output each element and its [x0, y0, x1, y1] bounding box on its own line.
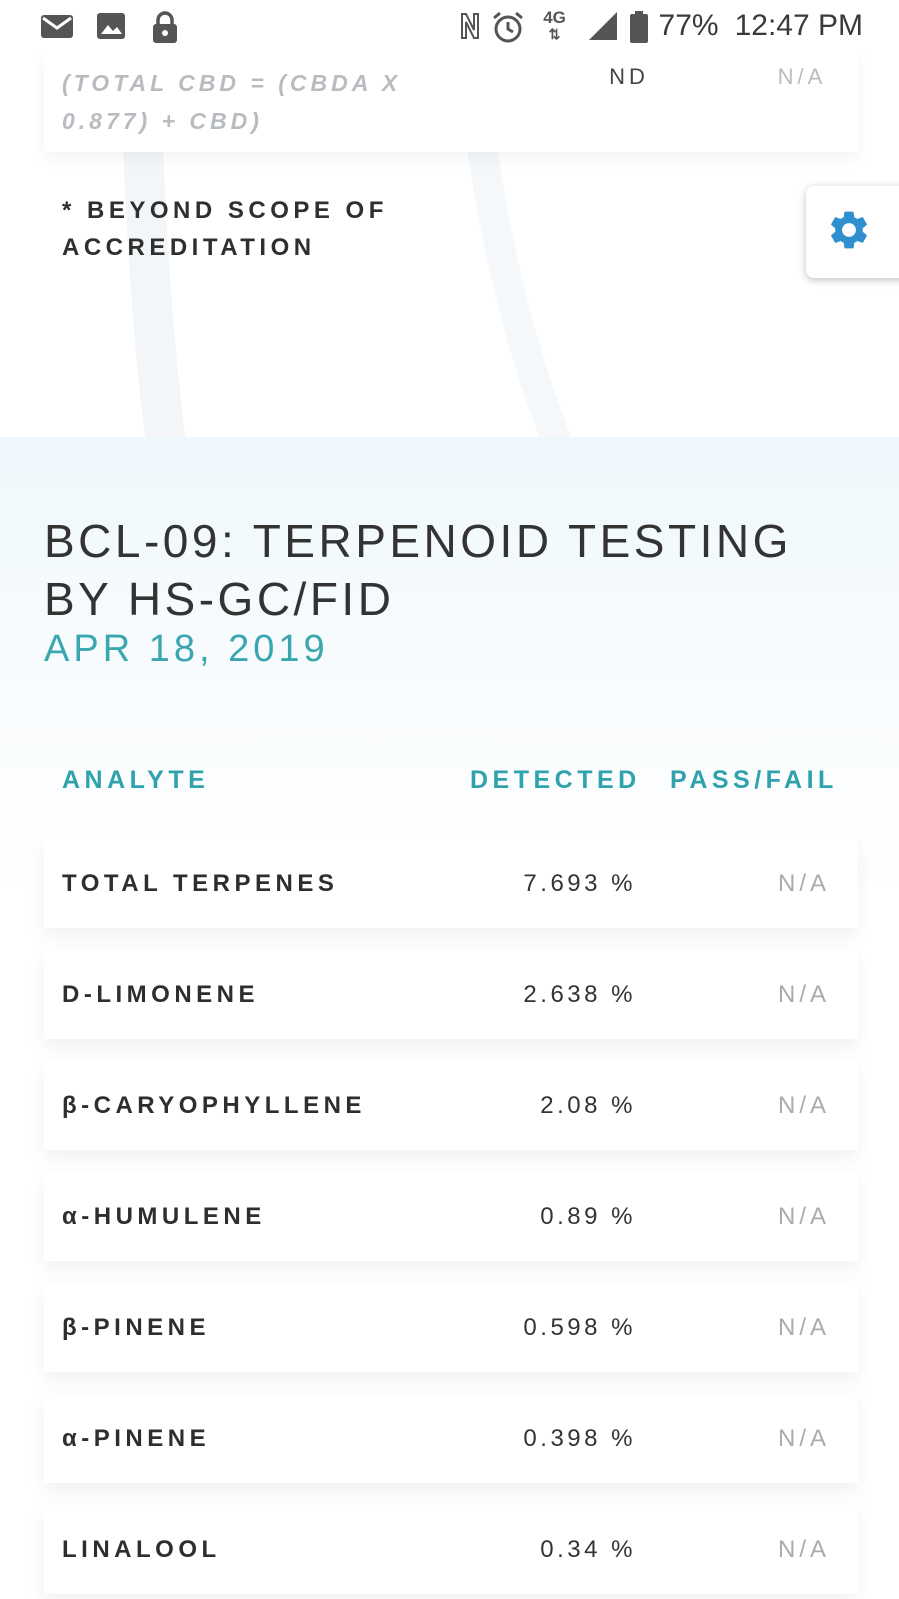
cannabinoid-row-total-cbd	[44, 52, 858, 152]
section-date: APR 18, 2019	[44, 628, 329, 670]
detected-value: 0.34 %	[540, 1536, 636, 1563]
mail-icon	[40, 10, 74, 42]
detected-value: 2.08 %	[540, 1092, 636, 1119]
analyte-name: LINALOOL	[62, 1536, 221, 1563]
pass-fail-value: N/A	[777, 1203, 830, 1230]
table-row	[44, 1172, 858, 1261]
image-icon	[94, 10, 128, 42]
pass-fail-value: N/A	[777, 1536, 830, 1563]
detected-value: 2.638 %	[523, 981, 636, 1008]
status-bar	[0, 0, 899, 52]
analyte-name: β-CARYOPHYLLENE	[62, 1092, 366, 1119]
pass-fail-value: N/A	[777, 1092, 830, 1119]
detected-value: 0.398 %	[523, 1425, 636, 1452]
pass-fail-value: N/A	[777, 981, 830, 1008]
analyte-name: β-PINENE	[62, 1314, 210, 1341]
section-title: BCL-09: TERPENOID TESTING BY HS-GC/FID	[44, 515, 792, 625]
lock-icon	[148, 10, 182, 42]
column-header-analyte: ANALYTE	[62, 766, 210, 794]
settings-button[interactable]	[806, 186, 899, 278]
table-row	[44, 1283, 858, 1372]
pass-fail-value: N/A	[777, 1425, 830, 1452]
pass-fail-value: N/A	[777, 1314, 830, 1341]
pass-fail-value: N/A	[777, 870, 830, 897]
analyte-name: TOTAL TERPENES	[62, 870, 339, 897]
battery-icon	[629, 10, 649, 42]
column-header-detected: DETECTED	[470, 766, 641, 794]
gear-icon	[826, 207, 872, 258]
detected-value: 7.693 %	[523, 870, 636, 897]
alarm-icon	[491, 10, 525, 42]
table-row	[44, 1061, 858, 1150]
detected-value: 0.598 %	[523, 1314, 636, 1341]
pass-fail-value: N/A	[777, 64, 827, 89]
clock-time: 12:47 PM	[734, 9, 863, 42]
column-header-pass-fail: PASS/FAIL	[670, 766, 838, 794]
signal-icon	[585, 10, 619, 42]
detected-value: 0.89 %	[540, 1203, 636, 1230]
analyte-name: α-PINENE	[62, 1425, 211, 1452]
analyte-name: α-HUMULENE	[62, 1203, 266, 1230]
table-row	[44, 839, 858, 928]
nfc-icon	[459, 10, 481, 42]
network-4g-icon: 4G ⇅	[543, 8, 566, 42]
accreditation-scope-note: * BEYOND SCOPE OF ACCREDITATION	[62, 197, 388, 261]
table-row	[44, 1505, 858, 1594]
total-cbd-formula-note: (TOTAL CBD = (CBDA X 0.877) + CBD)	[62, 70, 402, 134]
table-row	[44, 1394, 858, 1483]
detected-value: ND	[609, 64, 649, 89]
battery-percent: 77%	[658, 9, 719, 42]
table-row	[44, 950, 858, 1039]
analyte-name: D-LIMONENE	[62, 981, 259, 1008]
